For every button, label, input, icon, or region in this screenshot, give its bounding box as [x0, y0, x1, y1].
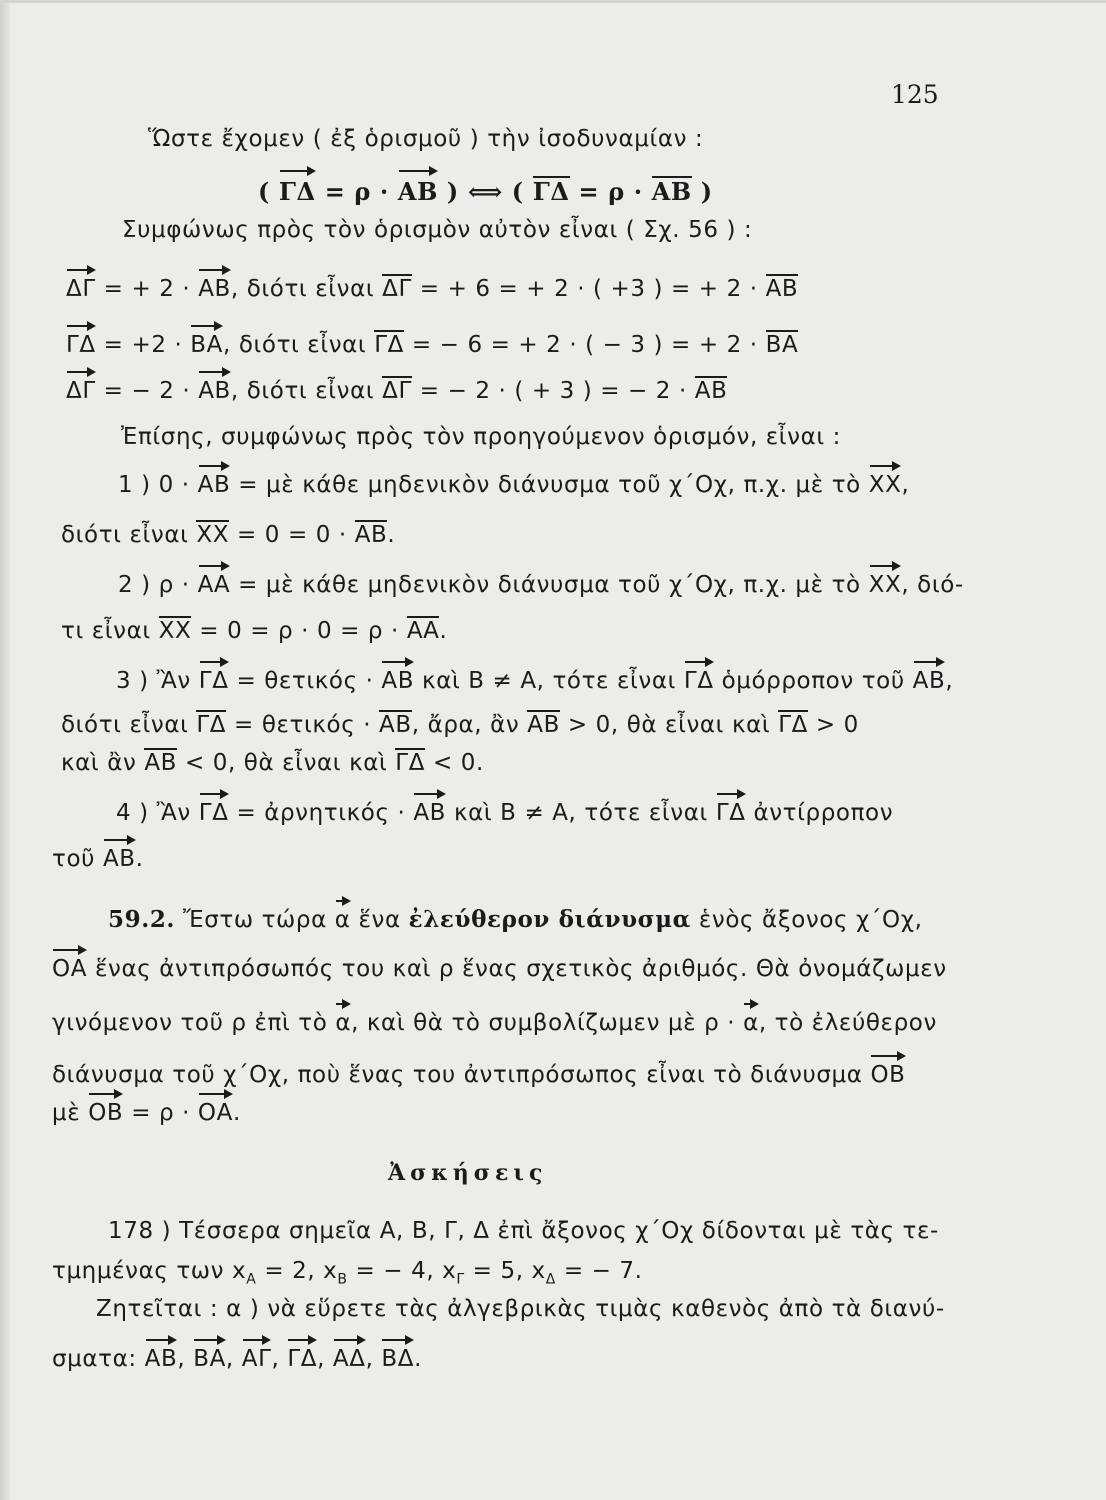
algebraic-value-label: ΒΑ — [765, 332, 799, 358]
text-segment: 178 ) Τέσσερα σημεῖα Α, Β, Γ, Δ ἐπὶ ἄξονος χ΄Οχ δίδονται μὲ τὰς τε- — [108, 1218, 939, 1244]
text-segment: , — [365, 1346, 382, 1372]
text-segment: . — [387, 522, 396, 548]
text-segment: = − 7. — [555, 1258, 643, 1284]
vector-label: ΑΒ — [198, 378, 231, 404]
vector-label: ΑΒ — [912, 668, 946, 694]
algebraic-value-label: ΧΧ — [196, 522, 230, 548]
text-segment: ἕνας ἀντιπρόσωπός του καὶ ρ ἕνας σχετικὸς ἀριθμός. Θὰ ὀνομάζωμεν — [87, 956, 947, 982]
vector-label: ΟΑ — [197, 1100, 233, 1126]
text-segment: διάνυσμα τοῦ χ΄Οχ, ποὺ ἕνας του ἀντιπρόσωπος εἶναι τὸ διάνυσμα — [52, 1062, 871, 1088]
bold-text: 59.2. — [108, 906, 176, 933]
bold-text: ἐλεύθερον διάνυσμα — [408, 906, 691, 933]
text-line — [116, 668, 953, 694]
formula-line — [66, 274, 798, 302]
vector-label: ΓΔ — [715, 800, 746, 826]
text-segment: . — [439, 618, 448, 644]
text-segment: διότι εἶναι — [61, 712, 197, 738]
vector-label: ΟΑ — [52, 956, 88, 982]
text-segment: = μὲ κάθε μηδενικὸν διάνυσμα τοῦ χ΄Οχ, π.χ. μὲ τὸ — [230, 572, 869, 598]
formula-line — [66, 376, 727, 404]
bold-text: ) — [691, 177, 713, 206]
vector-label: ΑΓ — [241, 1346, 272, 1372]
text-segment: ἀντίρροπον — [745, 800, 894, 826]
text-segment: = ἀρνητικός · — [228, 800, 414, 826]
text-segment: τμημένας των x — [52, 1258, 247, 1284]
text-segment: , — [945, 668, 954, 694]
vector-label: ΓΔ — [287, 1346, 318, 1372]
text-segment: διότι εἶναι — [61, 522, 197, 548]
text-segment: Ἐπίσης, συμφώνως πρὸς τὸν προηγούμενον ὁρισμόν, εἶναι : — [121, 424, 842, 450]
text-segment: , — [901, 472, 910, 498]
vector-label: ΓΔ — [66, 332, 96, 358]
text-segment: Συμφώνως πρὸς τὸν ὁρισμὸν αὐτὸν εἶναι ( Σχ. 56 ) : — [122, 217, 753, 243]
text-segment: = − 4, x — [347, 1258, 457, 1284]
text-line — [52, 1010, 937, 1036]
text-segment: ὁμόρροπον τοῦ — [713, 668, 913, 694]
exercise-178-line — [52, 1346, 422, 1372]
text-segment: = 0 = 0 · — [229, 522, 355, 548]
text-segment: καὶ Β ≠ Α, τότε εἶναι — [414, 668, 684, 694]
text-segment: > 0, θὰ εἶναι καὶ — [559, 712, 779, 738]
vector-label: ΑΒ — [144, 1346, 178, 1372]
text-segment: = − 2 · ( + 3 ) = − 2 · — [411, 378, 695, 404]
text-line — [121, 424, 841, 450]
text-segment: καὶ ἂν — [61, 750, 145, 776]
text-segment: , τὸ ἐλεύθερον — [758, 1010, 937, 1036]
page-edge-left — [0, 0, 10, 1500]
text-line — [52, 1100, 241, 1126]
text-segment: < 0. — [425, 750, 484, 776]
text-segment: , διότι εἶναι — [223, 332, 375, 358]
text-segment: καὶ Β ≠ Α, τότε εἶναι — [446, 800, 716, 826]
text-segment: . — [414, 1346, 423, 1372]
algebraic-value-label: ΔΓ — [382, 276, 412, 302]
text-segment: , διό- — [901, 572, 964, 598]
text-segment: σματα: — [52, 1346, 145, 1372]
algebraic-value-label: ΑΒ — [354, 522, 388, 548]
text-line — [61, 710, 859, 738]
text-segment: Ζητεῖται : α ) νὰ εὕρετε τὰς ἀλγεβρικὰς τιμὰς καθενὸς ἀπὸ τὰ διανύ- — [96, 1296, 945, 1322]
text-segment: = 2, x — [256, 1258, 338, 1284]
vector-label: ΔΓ — [66, 378, 96, 404]
text-segment: Ἔστω τώρα — [175, 907, 335, 933]
vector-label: ΔΓ — [66, 276, 96, 302]
vector-label: ΑΒ — [381, 668, 415, 694]
text-segment: < 0, θὰ εἶναι καὶ — [177, 750, 396, 776]
algebraic-value-label: ΔΓ — [382, 378, 412, 404]
text-segment: , ἄρα, ἂν — [411, 712, 528, 738]
text-segment: , διότι εἶναι — [230, 276, 383, 302]
text-segment: = ρ · — [123, 1100, 198, 1126]
text-line — [52, 956, 947, 982]
bold-text: ( — [258, 177, 279, 206]
text-segment: τι εἶναι — [61, 618, 159, 644]
heading-text: Ἀσκήσεις — [388, 1160, 548, 1186]
vector-label: ΧΧ — [868, 472, 902, 498]
vector-label: ΓΔ — [683, 668, 714, 694]
text-segment: , καὶ θὰ τὸ συμβολίζωμεν μὲ ρ · — [351, 1010, 744, 1036]
formula-line — [66, 330, 798, 358]
text-segment: . — [232, 1100, 241, 1126]
algebraic-value-label: ΑΒ — [144, 750, 178, 776]
text-line — [116, 800, 893, 826]
vector-label: ΑΒ — [198, 276, 231, 302]
vector-label: ΑΒ — [197, 472, 231, 498]
algebraic-value-label: ΑΒ — [651, 177, 692, 206]
text-segment: = − 2 · — [95, 378, 199, 404]
text-segment: , διότι εἶναι — [230, 378, 383, 404]
exercises-heading — [388, 1160, 547, 1186]
algebraic-value-label: ΧΧ — [158, 618, 192, 644]
text-segment: , — [225, 1346, 242, 1372]
text-segment: . — [135, 846, 144, 872]
text-segment: = +2 · — [95, 332, 191, 358]
exercise-178-line — [52, 1258, 643, 1288]
text-line — [52, 846, 144, 872]
algebraic-value-label: ΑΒ — [765, 276, 799, 302]
equivalence-formula — [258, 176, 713, 206]
vector-label: ΟΒ — [870, 1062, 906, 1088]
vector-label: ΒΑ — [193, 1346, 226, 1372]
algebraic-value-label: ΑΒ — [694, 378, 728, 404]
algebraic-value-label: ΓΔ — [778, 712, 808, 738]
text-segment: = θετικός · — [228, 668, 382, 694]
vector-label: ΧΧ — [868, 572, 902, 598]
bold-text: ) ⟺ ( — [437, 177, 533, 206]
subscript: Β — [337, 1271, 348, 1288]
text-segment: μὲ — [52, 1100, 89, 1126]
text-line — [122, 217, 752, 243]
algebraic-value-label: ΓΔ — [196, 712, 227, 738]
text-segment: 1 ) 0 · — [118, 472, 198, 498]
vector-label: α — [335, 1010, 352, 1036]
vector-label: α — [743, 1010, 759, 1036]
text-segment: = 0 = ρ · 0 = ρ · — [191, 618, 407, 644]
algebraic-value-label: ΓΔ — [532, 177, 570, 206]
vector-label: ΑΑ — [197, 572, 231, 598]
text-segment: ἑνὸς ἄξονος χ΄Οχ, — [690, 907, 923, 933]
vector-label: ΑΒ — [413, 800, 447, 826]
text-line — [148, 126, 703, 152]
text-segment: ἕνα — [350, 907, 409, 933]
text-segment: Ὥστε ἔχομεν ( ἐξ ὁρισμοῦ ) τὴν ἰσοδυναμίαν : — [148, 126, 704, 152]
algebraic-value-label: ΓΔ — [395, 750, 426, 776]
text-segment: γινόμενον τοῦ ρ ἐπὶ τὸ — [52, 1010, 336, 1036]
algebraic-value-label: ΑΒ — [379, 712, 412, 738]
subscript: Γ — [456, 1271, 465, 1288]
text-segment: 2 ) ρ · — [118, 572, 198, 598]
vector-label: ΓΔ — [198, 800, 229, 826]
text-segment: , — [317, 1346, 333, 1372]
vector-label: ΒΔ — [381, 1346, 415, 1372]
algebraic-value-label: ΑΒ — [527, 712, 560, 738]
page-edge-top — [0, 0, 1106, 3]
text-segment: = θετικός · — [226, 712, 380, 738]
text-line — [118, 472, 909, 498]
text-segment: > 0 — [807, 712, 859, 738]
vector-label: ΑΔ — [332, 1346, 366, 1372]
text-segment: = μὲ κάθε μηδενικὸν διάνυσμα τοῦ χ΄Οχ, π.χ. μὲ τὸ — [230, 472, 869, 498]
vector-label: ΟΒ — [88, 1100, 124, 1126]
exercise-178-line — [96, 1296, 945, 1322]
text-segment: τοῦ — [52, 846, 103, 872]
bold-text: = ρ · — [569, 177, 652, 206]
subscript: Δ — [545, 1271, 556, 1288]
text-line — [118, 572, 964, 598]
algebraic-value-label: ΑΑ — [406, 618, 440, 644]
vector-label: ΑΒ — [397, 177, 438, 206]
text-segment: = + 6 = + 2 · ( +3 ) = + 2 · — [411, 276, 766, 302]
text-segment: = + 2 · — [95, 276, 199, 302]
text-segment: , — [177, 1346, 194, 1372]
text-line — [52, 1062, 906, 1088]
section-59-2-line — [108, 906, 923, 933]
text-line — [61, 616, 447, 644]
vector-label: α — [334, 907, 351, 933]
text-line — [61, 748, 484, 776]
page-number: 125 — [891, 80, 939, 109]
vector-label: ΒΑ — [190, 332, 224, 358]
text-line — [61, 520, 395, 548]
text-segment: , — [271, 1346, 288, 1372]
algebraic-value-label: ΓΔ — [374, 332, 404, 358]
text-segment: 4 ) Ἂν — [116, 800, 199, 826]
text-segment: = 5, x — [464, 1258, 546, 1284]
vector-label: ΑΒ — [102, 846, 136, 872]
vector-label: ΓΔ — [278, 177, 316, 206]
text-segment: 3 ) Ἂν — [116, 668, 199, 694]
bold-text: = ρ · — [315, 177, 398, 206]
subscript: Α — [246, 1271, 257, 1288]
vector-label: ΓΔ — [198, 668, 229, 694]
exercise-178-line — [108, 1218, 939, 1244]
text-segment: = − 6 = + 2 · ( − 3 ) = + 2 · — [403, 332, 766, 358]
